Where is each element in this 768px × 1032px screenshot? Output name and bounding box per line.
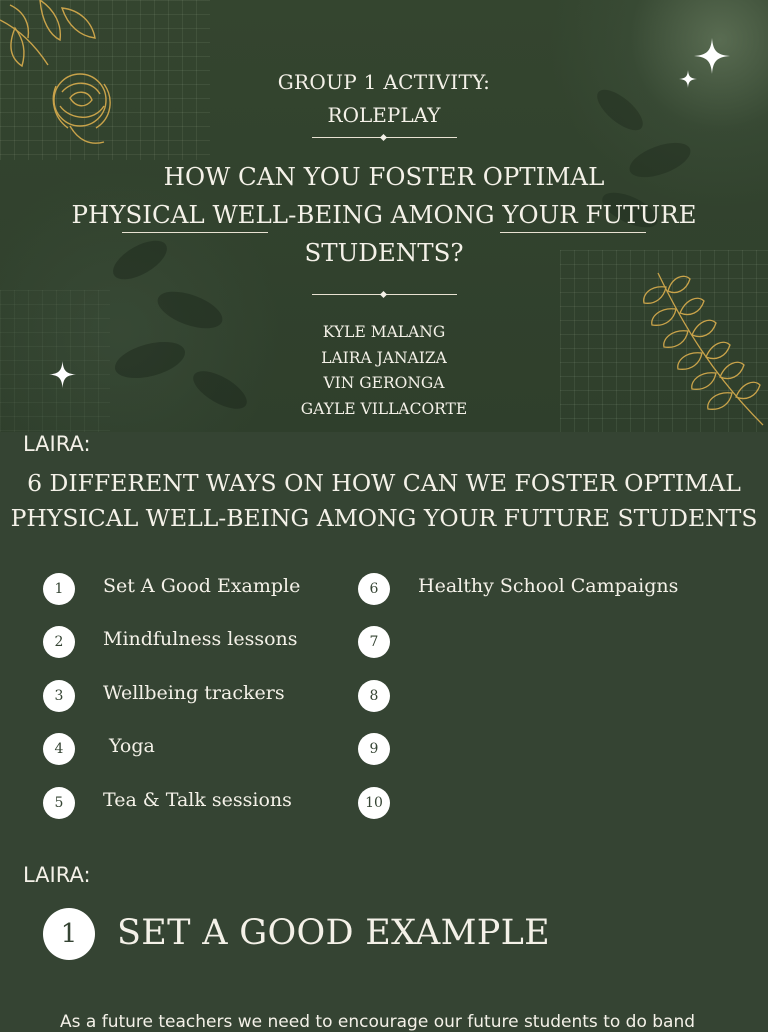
number-badge: 4 [43,733,75,765]
question-line: STUDENTS? [304,238,464,267]
question-line: HOW CAN YOU FOSTER OPTIMAL [163,162,605,191]
member-name: GAYLE VILLACORTE [300,399,468,418]
number-badge: 9 [358,733,390,765]
sparkle-icon [694,38,730,74]
number-badge: 7 [358,626,390,658]
underline-accent [500,232,646,233]
group-members [0,320,768,422]
number-badge: 8 [358,680,390,712]
list-item-text: Healthy School Campaigns [418,575,679,597]
number-badge: 3 [43,680,75,712]
underline-accent [122,232,268,233]
speaker-label: LAIRA: [23,432,91,456]
list-item-text: Mindfulness lessons [103,628,298,650]
number-badge: 5 [43,787,75,819]
list-item-text: Set A Good Example [103,575,301,597]
number-badge: 6 [358,573,390,605]
ways-title-line: PHYSICAL WELL-BEING AMONG YOUR FUTURE STUDENTS [10,504,758,532]
divider-diamond [380,291,387,298]
number-badge: 1 [43,573,75,605]
section-body-text: As a future teachers we need to encourage our future students to do band [60,1012,696,1032]
ways-title [0,466,768,536]
divider-diamond [380,134,387,141]
section-title: SET A GOOD EXAMPLE [117,913,551,953]
member-name: VIN GERONGA [323,374,445,392]
main-question [60,158,708,272]
speaker-label: LAIRA: [23,863,91,887]
question-line: PHYSICAL WELL-BEING AMONG YOUR FUTURE [71,200,697,229]
list-item-text: Yoga [103,735,155,757]
ways-title-line: 6 DIFFERENT WAYS ON HOW CAN WE FOSTER OPTIMAL [27,469,741,497]
activity-label: GROUP 1 ACTIVITY: [277,70,491,94]
member-name: LAIRA JANAIZA [321,348,447,367]
activity-type: ROLEPLAY [327,103,441,127]
number-badge: 2 [43,626,75,658]
section-number-badge: 1 [43,908,95,960]
member-name: KYLE MALANG [322,323,446,341]
number-badge: 10 [358,787,390,819]
list-item-text: Wellbeing trackers [103,682,285,704]
hero-banner [0,0,768,432]
list-item-text: Tea & Talk sessions [103,789,292,811]
